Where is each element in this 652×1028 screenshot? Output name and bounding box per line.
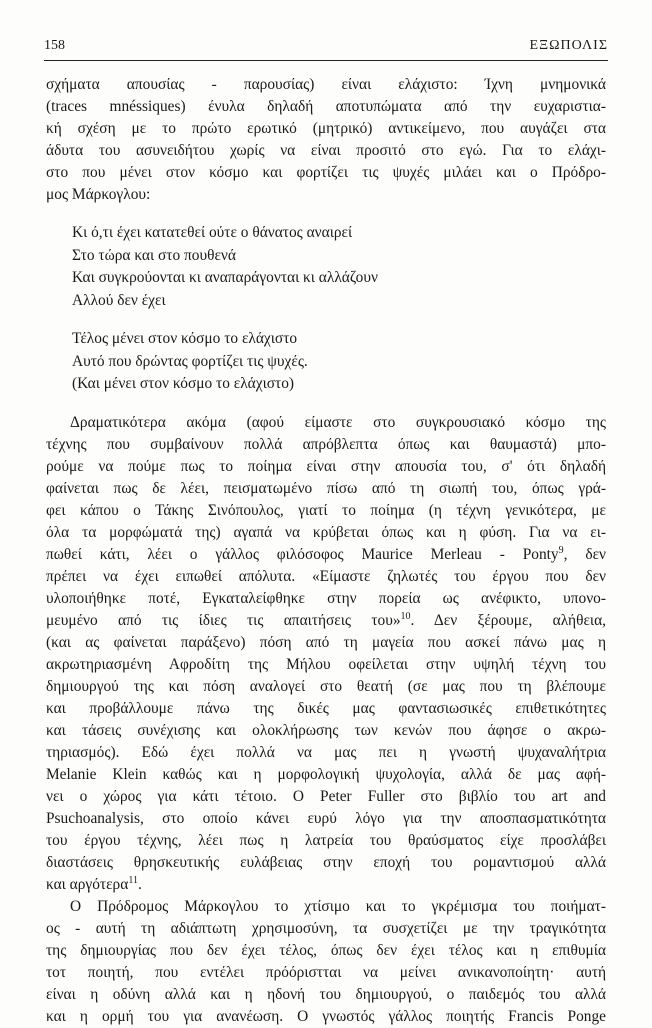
text-fragment: πωθεί κάτι, λέει ο γάλλος φιλόσοφος Maurice Merleau - Ponty	[46, 545, 559, 563]
text-line: είναι η οδύνη αλλά και η ηδονή του δημιουργού, ο παιδεμός του αλλά	[46, 985, 606, 1003]
footnote-ref: 9	[558, 544, 564, 556]
text-line: Δραματικότερα ακόμα (αφού είμαστε στο συγκρουσιακό κόσμο της	[70, 413, 606, 431]
text-line: κή σχέση με το πρώτο ερωτικό (μητρικό) αντικείμενο, που αυγάζει στα	[46, 120, 606, 137]
page-number: 158	[44, 38, 65, 53]
text-line: και προβάλλουμε πάνω της δικές μας φαντασιωσικές επιθετικότητες	[46, 699, 606, 717]
text-line: Psuchoanalysis, στο οποίο κάνει ευρύ λόγο για την αποσπασματικότητα	[46, 809, 606, 827]
poem-line: Τέλος μένει στον κόσμο το ελάχιστο	[72, 330, 298, 347]
text-fragment: .	[137, 875, 142, 893]
paragraph-3	[46, 896, 606, 1028]
page-body	[46, 74, 606, 1028]
text-line: Melanie Klein καθώς και η μορφολογική ψυχολογία, αλλά δε μας αφή-	[46, 765, 606, 783]
text-line: τηριασμός). Εδώ έχει πολλά να μας πει η γνωστή ψυχαναλήτρια	[46, 743, 606, 761]
text-line: Ο Πρόδρομος Μάρκογλου το χτίσιμο και το γκρέμισμα του ποιήματ-	[70, 897, 606, 915]
text-line: σχήματα απουσίας - παρουσίας) είναι ελάχιστο: Ίχνη μνημονικά	[46, 76, 606, 93]
text-line: ρούμε να πούμε πως το ποίημα είναι στην απουσία του, σ' ότι δηλαδή	[46, 457, 606, 475]
text-line: πρέπει να έχει ειπωθεί απόλυτα. «Είμαστε ζηλωτές του έργου που δεν	[46, 567, 606, 585]
poem-line: Στο τώρα και στο πουθενά	[72, 246, 236, 264]
text-line: δημιουργού της και πόση αναλογεί στο θεατή (σε μας που τη βλέπουμε	[46, 677, 606, 695]
text-line	[46, 610, 606, 632]
text-line: (traces mnéssiques) ένυλα δηλαδή αποτυπώματα από την ευχαριστια-	[46, 98, 606, 115]
text-line: ος - αυτή τη αδιάπτωτη χρησιμοσύνη, τα συσχετίζει με την τραγικότητα	[46, 919, 606, 937]
text-line: άδυτα του ασυνειδήτου χωρίς να είναι προσιτό στο εγώ. Για το ελάχι-	[46, 142, 606, 159]
text-line	[46, 544, 606, 566]
text-fragment: , δεν	[563, 545, 606, 563]
poem-stanza-2	[46, 328, 606, 396]
text-line: όλα τα μορφώματά της) αγαπά να κρύβεται όπως και η φύση. Για να ει-	[46, 523, 606, 541]
text-line: ακρωτηριασμένη Αφροδίτη της Μήλου οφείλεται στην υψηλή τέχνη του	[46, 655, 606, 673]
text-line: τέχνης που συμβαίνουν πολλά απρόβλεπτα όπως και θαυμαστά) μπο-	[46, 435, 606, 453]
text-line: φει κάπου ο Τάκης Σινόπουλος, γιατί το ποίημα (η τέχνη γενικότερα, με	[46, 501, 606, 519]
text-line: υλοποιήθηκε ποτέ, Εγκαταλείφθηκε στην πορεία ως ανέφικτο, υπονο-	[46, 589, 606, 607]
paragraph-2	[46, 412, 606, 896]
poem-line: Αυτό που δρώντας φορτίζει τις ψυχές.	[72, 352, 308, 370]
footnote-ref: 10	[400, 610, 411, 622]
text-line: μος Μάρκογλου:	[46, 186, 151, 203]
running-title: ΕΞΩΠΟΛΙΣ	[529, 38, 608, 53]
paragraph-1	[46, 74, 606, 206]
text-line: του έργου τέχνης, λέει πως η λατρεία του θραύσματος είχε προσλάβει	[46, 831, 606, 849]
text-line: και τάσεις συνέχισης και ολοκλήρωσης των κενών που άφησε ο ακρω-	[46, 721, 606, 739]
footnote-ref: 11	[128, 874, 138, 886]
text-fragment: . Δεν ξέρουμε, αλήθεια,	[410, 611, 606, 629]
poem-line: (Και μένει στον κόσμο το ελάχιστο)	[72, 375, 295, 392]
text-fragment: και αργότερα	[46, 875, 129, 893]
text-line: στο που μένει στον κόσμο και φορτίζει τις ψυχές μιλάει και ο Πρόδρο-	[46, 164, 606, 181]
text-line	[46, 874, 606, 896]
text-line: διαστάσεις θρησκευτικής ευλάβειας στην εποχή του ρομαντισμού αλλά	[46, 853, 606, 871]
poem-line: Αλλού δεν έχει	[72, 291, 166, 309]
poem-stanza-1	[46, 222, 606, 312]
poem-line: Κι ό,τι έχει κατατεθεί ούτε ο θάνατος αναιρεί	[72, 224, 353, 241]
text-fragment: μευμένο από τις ίδιες τις απαιτήσεις του»	[46, 611, 401, 629]
text-line: νει ο χώρος για κάτι τέτοιο. Ο Peter Fuller στο βιβλίο του art and	[46, 787, 606, 805]
text-line: της δημιουργίας που δεν έχει τέλος, όπως δεν έχει τέλος και η επιθυμία	[46, 941, 606, 959]
text-line: τοτ ποιητή, που εντέλει πρόόριστται να μείνει ανικανοποίητη· αυτή	[46, 963, 606, 981]
text-line: φαίνεται πως δε λέει, πεισματωμένο πίσω από τη σιωπή του, όπως γρά-	[46, 479, 606, 497]
text-line: και η ορμή του για ανανέωση. Ο γνωστός γάλλος ποιητής Francis Ponge	[46, 1007, 606, 1025]
text-line: (και ας φαίνεται παράξενο) πόση από τη μαγεία που ασκεί πάνω μας η	[46, 633, 606, 651]
poem-line: Και συγκρούονται κι αναπαράγονται κι αλλάζουν	[72, 269, 378, 286]
running-header	[44, 38, 608, 61]
